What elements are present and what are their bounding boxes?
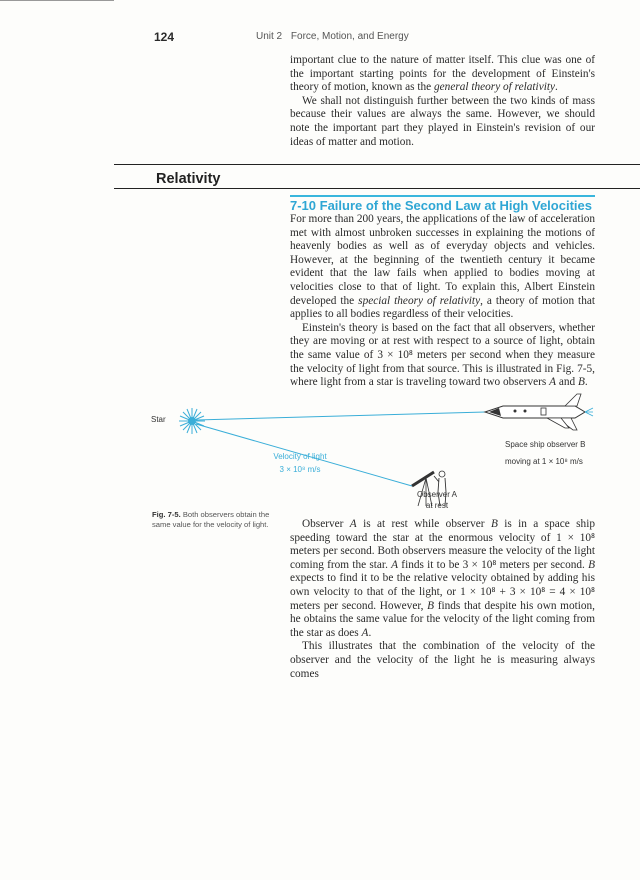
velocity-label: Velocity of light 3 × 10⁸ m/s	[273, 452, 327, 474]
running-head	[256, 31, 415, 42]
paragraph: We shall not distinguish further between the two kinds of mass because their values are always the same. However, we should note the important part they played in Einstein's revision of our ideas of matter and motion.	[290, 94, 595, 148]
space-ship-label: Space ship observer B	[505, 440, 586, 449]
page-fold-line	[0, 0, 114, 1]
unit-label: Unit 2	[256, 31, 283, 42]
figure-7-5	[150, 388, 610, 513]
section-title: Relativity	[156, 171, 221, 187]
paragraph: important clue to the nature of matter itself. This clue was one of the important starting points for the development of Einstein's theory of motion, known as the general theory of relativity.	[290, 54, 595, 94]
figure-caption: Fig. 7-5. Both observers obtain the same value for the velocity of light.	[152, 510, 270, 529]
space-ship-speed: moving at 1 × 10⁸ m/s	[505, 457, 583, 466]
closing-text	[290, 518, 595, 681]
subsection-heading: 7-10 Failure of the Second Law at High Velocities	[290, 198, 592, 213]
observer-a-label: Observer A at rest	[416, 490, 457, 510]
space-ship-icon	[485, 394, 593, 430]
star-icon	[179, 408, 205, 434]
unit-title: Force, Motion, and Energy	[290, 31, 409, 42]
section-rule-bottom	[114, 188, 640, 189]
paragraph: Observer A is at rest while observer B is in a space ship speeding toward the star at the enormous velocity of 1 × 10⁸ meters per second. Both observers measure the velocity of the light coming from the star. A finds it to be 3 × 10⁸ meters per second. B expects to find it to be the relative velocity obtained by adding his own velocity to that of the light, or 1 × 10⁸ + 3 × 10⁸ = 4 × 10⁸ meters per second. However, B finds that despite his own motion, he obtains the same value for the velocity of the light coming from the star as does A.	[290, 518, 595, 639]
heading-accent-bar	[290, 195, 595, 197]
section-text	[290, 213, 595, 390]
star-label: Star	[151, 415, 166, 424]
paragraph: For more than 200 years, the applications of the law of acceleration met with almost unbroken successes in explaining the motions of heavenly bodies as well as of everyday objects and vehicles. However, at the beginning of the twentieth century it became evident that the law fails when applied to bodies moving at velocities close to that of light. To explain this, Albert Einstein developed the special theory of relativity, a theory of motion that applies to all bodies regardless of their velocities.	[290, 213, 595, 321]
paragraph: Einstein's theory is based on the fact that all observers, whether they are moving or at rest with respect to a source of light, obtain the same value of 3 × 10⁸ meters per second when they measure the velocity of light from that source. This is illustrated in Fig. 7-5, where light from a star is traveling toward two observers A and B.	[290, 321, 595, 389]
section-rule-top	[114, 164, 640, 165]
paragraph: This illustrates that the combination of the velocity of the observer and the velocity of the light he is measuring always comes	[290, 640, 595, 680]
light-ray-to-ship	[196, 412, 485, 420]
intro-text	[290, 54, 595, 149]
page-number: 124	[154, 30, 175, 44]
